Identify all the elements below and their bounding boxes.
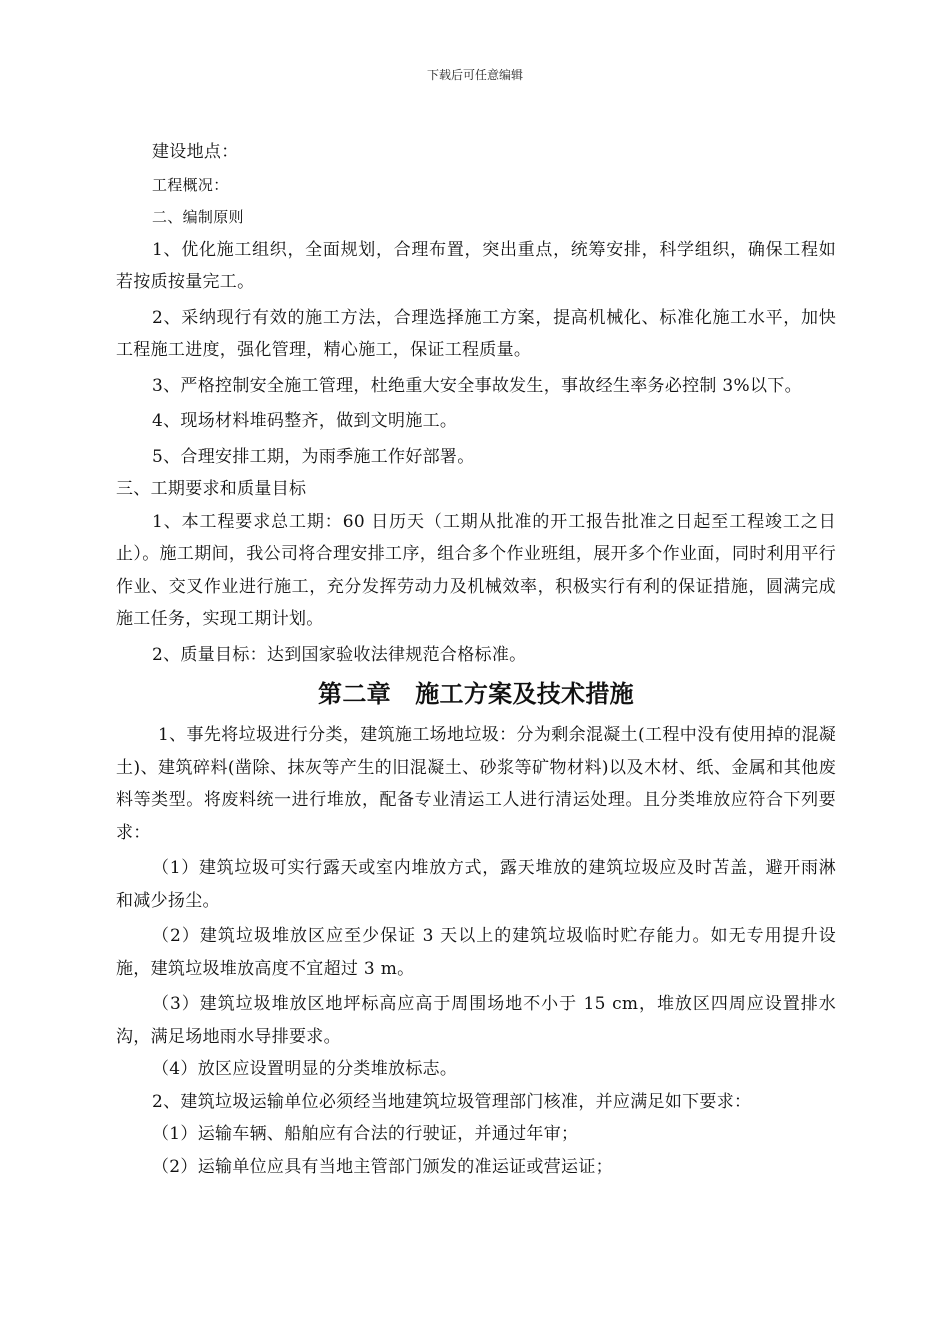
chapter-paragraph: （2）运输单位应具有当地主管部门颁发的准运证或营运证； bbox=[152, 1156, 613, 1177]
section-heading-schedule: 三、工期要求和质量目标 bbox=[116, 479, 307, 499]
principle-paragraph: 4、现场材料堆码整齐，做到文明施工。 bbox=[152, 411, 458, 431]
chapter-paragraph: （2）建筑垃圾堆放区应至少保证 3 天以上的建筑垃圾临时贮存能力。如无专用提升设施，建筑垃圾堆放高度不宜超过 3 m。 bbox=[116, 926, 836, 979]
page-header: 下载后可任意编辑 bbox=[426, 68, 523, 82]
chapter-paragraph: 2、建筑垃圾运输单位必须经当地建筑垃圾管理部门核准，并应满足如下要求： bbox=[152, 1091, 752, 1112]
quality-target-paragraph: 2、质量目标：达到国家验收法律规范合格标准。 bbox=[152, 644, 527, 665]
document-body bbox=[116, 136, 836, 1183]
chapter-paragraph: 1、事先将垃圾进行分类，建筑施工场地垃圾：分为剩余混凝土(工程中没有使用掉的混凝土)、建筑碎料(凿除、抹灰等产生的旧混凝土、砂浆等矿物材料)以及木材、纸、金属和其他废料等类型。将废料统一进行堆放，配备专业清运工人进行清运处理。且分类堆放应符合下列要求： bbox=[116, 725, 836, 843]
project-overview: 工程概况： bbox=[152, 175, 229, 194]
principle-paragraph: 2、采纳现行有效的施工方法，合理选择施工方案，提高机械化、标准化施工水平，加快工程施工进度，强化管理，精心施工，保证工程质量。 bbox=[116, 307, 836, 360]
principle-paragraph: 3、严格控制安全施工管理，杜绝重大安全事故发生，事故经生率务必控制 3%以下。 bbox=[152, 375, 802, 396]
chapter-paragraph: （1）建筑垃圾可实行露天或室内堆放方式，露天堆放的建筑垃圾应及时苫盖，避开雨淋和减少扬尘。 bbox=[116, 858, 836, 911]
principle-paragraph: 1、优化施工组织，全面规划，合理布置，突出重点，统筹安排，科学组织，确保工程如若按质按量完工。 bbox=[116, 239, 836, 292]
construction-location: 建设地点： bbox=[152, 142, 239, 162]
chapter-paragraph: （3）建筑垃圾堆放区地坪标高应高于周围场地不小于 15 cm，堆放区四周应设置排水沟，满足场地雨水导排要求。 bbox=[116, 994, 836, 1047]
chapter-title: 第二章 施工方案及技术措施 bbox=[318, 680, 634, 708]
section-heading-principles: 二、编制原则 bbox=[152, 208, 244, 226]
chapter-paragraph: （4）放区应设置明显的分类堆放标志。 bbox=[152, 1059, 458, 1079]
principle-paragraph: 5、合理安排工期，为雨季施工作好部署。 bbox=[152, 446, 475, 467]
chapter-paragraph: （1）运输车辆、船舶应有合法的行驶证，并通过年审； bbox=[152, 1124, 579, 1144]
schedule-paragraph: 1、本工程要求总工期：60 日历天（工期从批准的开工报告批准之日起至工程竣工之日止）。施工期间，我公司将合理安排工序，组合多个作业班组，展开多个作业面，同时利用平行作业、交叉作业进行施工，充分发挥劳动力及机械效率，积极实行有利的保证措施，圆满完成施工任务，实现工期计划。 bbox=[116, 511, 836, 629]
